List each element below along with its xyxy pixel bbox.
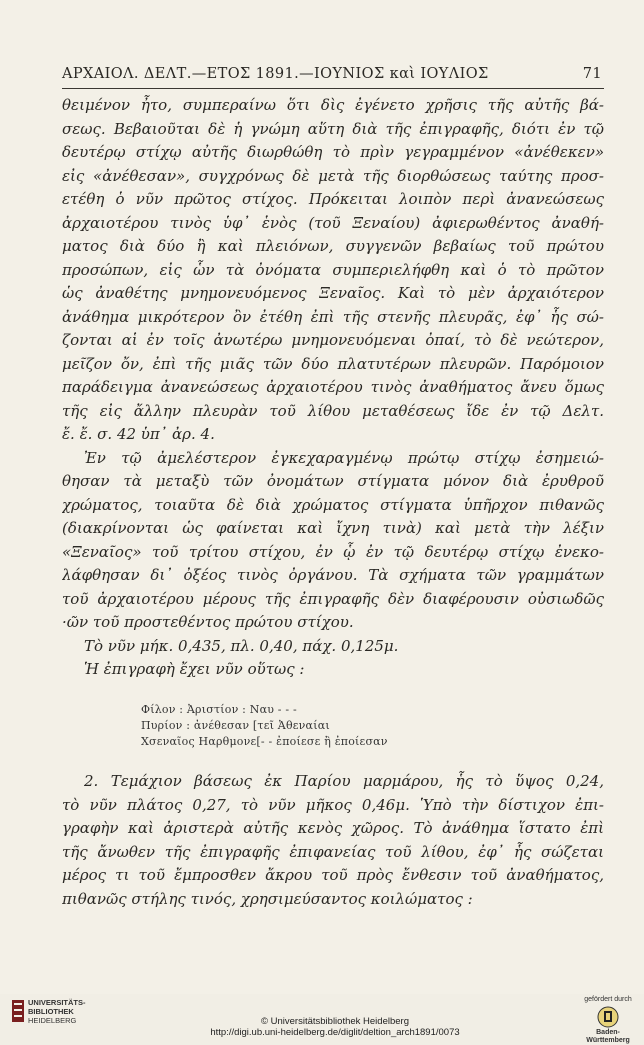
body-line: Ἡ ἐπιγραφὴ ἔχει νῦν οὕτως : [84, 660, 305, 678]
body-line: ζονται αἱ ἐν τοῖς ἀνωτέρω μνημονευόμεναι ὀπαί, τὸ δὲ νεώτερον, [62, 331, 604, 349]
library-crest-icon [12, 1000, 24, 1022]
body-line: ἀνάθημα μικρότερον ὂν ἐτέθη ἐπὶ τῆς στενῆς πλευρᾶς, ἐφ᾿ ἧς σώ- [62, 307, 604, 326]
permalink-url[interactable]: http://digi.ub.uni-heidelberg.de/diglit/deltion_arch1891/0073 [210, 1027, 460, 1038]
section-2-text [62, 770, 604, 911]
body-line: θειμένον ἦτο, συμπεραίνω ὅτι δὶς ἐγένετο χρῆσις τῆς αὐτῆς βά- [62, 96, 604, 114]
body-line: παράδειγμα ἀνανεώσεως ἀρχαιοτέρου τινὸς ἀναθήματος ἄνευ ὅμως [62, 378, 604, 396]
credits [190, 1016, 480, 1038]
section-2-line: μέρος τι τοῦ ἔμπροσθεν ἄκρου τοῦ πρὸς ἔνθεσιν τοῦ ἀναθήματος, [62, 866, 604, 884]
section-2-line: τὸ νῦν πλάτος 0,27, τὸ νῦν μῆκος 0,46μ. Ὑπὸ τὴν δίστιχον ἐπι- [62, 795, 604, 814]
section-2-line: 2. Τεμάχιον βάσεως ἐκ Παρίου μαρμάρου, ἧς τὸ ὕψος 0,24, [84, 772, 604, 790]
inscription-line: Πυρίον : ἀνέθεσαν [τεῖ Ἀθεναίαι [141, 719, 330, 732]
body-text [62, 94, 604, 682]
sponsor-label: gefördert durch [584, 996, 632, 1003]
section-2-line: πιθανῶς στήλης τινός, χρησιμεύσαντος κοιλώματος : [62, 889, 473, 908]
page-number: 71 [582, 66, 602, 82]
body-line: δευτέρῳ στίχῳ αὐτῆς διωρθώθη τὸ πρὶν γεγραμμένον «ἀνέθεκεν» [62, 143, 604, 161]
body-line: εἰς «ἀνέθεσαν», συγχρόνως δὲ μετὰ τῆς διορθώσεως ταύτης προσ- [62, 166, 604, 185]
body-line: Τὸ νῦν μήκ. 0,435, πλ. 0,40, πάχ. 0,125μ. [84, 636, 399, 655]
body-line: ετέθη ὁ νῦν πρῶτος στίχος. Πρόκειται λοιπὸν περὶ ἀνανεώσεως [62, 190, 604, 208]
body-line: ἔ. ἔ. σ. 42 ὑπ᾿ ἀρ. 4. [62, 425, 215, 443]
running-header [62, 66, 602, 88]
copyright-text: © Universitätsbibliothek Heidelberg [261, 1016, 409, 1027]
body-line: (διακρίνονται ὡς φαίνεται καὶ ἴχνη τινὰ) καὶ μετὰ τὴν λέξιν [62, 519, 604, 537]
body-line: ματος διὰ δύο ἢ καὶ πλειόνων, συγγενῶν βεβαίως τοῦ πρώτου [62, 237, 604, 255]
body-line: ἀρχαιοτέρου τινὸς ὑφ᾿ ἑνὸς (τοῦ Ξεναίου) ἀφιερωθέντος ἀναθή- [62, 213, 604, 232]
body-line: Ἐν τῷ ἀμελέστερον ἐγκεχαραγμένῳ πρώτῳ στίχῳ ἐσημειώ- [84, 448, 604, 467]
body-line: τῆς εἰς ἄλλην πλευρὰν τοῦ λίθου μεταθέσεως ἴδε ἐν τῷ Δελτ. [62, 401, 604, 420]
inscription-block [141, 702, 441, 750]
body-line: ·ῶν τοῦ προστεθέντος πρώτου στίχου. [62, 613, 354, 631]
section-2-line: τῆς ἄνωθεν τῆς ἐπιγραφῆς ἐπιφανείας τοῦ λίθου, ἐφ᾿ ἧς σώζεται [62, 842, 604, 861]
header-rule [62, 88, 604, 89]
body-line: τοῦ ἀρχαιοτέρου μέρους τῆς ἐπιγραφῆς δὲν διαφέρουσιν οὐσιωδῶς [62, 589, 604, 608]
library-name-1: UNIVERSITÄTS- [28, 998, 86, 1007]
library-name-3: HEIDELBERG [28, 1016, 77, 1025]
state-seal-icon [597, 1006, 619, 1028]
body-line: ὡς ἀναθέτης μνημονευόμενος Ξεναῖος. Καὶ τὸ μὲν ἀρχαιότερον [62, 284, 604, 302]
body-line: χρώματος, τοιαῦτα δὲ διὰ χρώματος στίγματα ὑπῆρχον πιθανῶς [62, 495, 604, 514]
body-line: θησαν τὰ μεταξὺ τῶν ὀνομάτων στίγματα μόνον διὰ ἐρυθροῦ [62, 472, 604, 490]
inscription-line: Φίλον : Ἀριστίον : Ναυ - - - [141, 703, 297, 716]
sponsor-block [578, 996, 638, 1045]
footer [0, 994, 644, 1044]
body-line: σεως. Βεβαιοῦται δὲ ἡ γνώμη αὕτη διὰ τῆς ἐπιγραφῆς, διότι ἐν τῷ [62, 119, 604, 138]
section-2-line: γραφὴν καὶ ἀριστερὰ αὐτῆς κενὸς χῶρος. Τὸ ἀνάθημα ἵστατο ἐπὶ [62, 819, 604, 837]
inscription-line: Χσεναῖος Ηαρθμονε[- - ἐποίεσε ἢ ἐποίεσαν [141, 735, 388, 748]
running-title: ΑΡΧΑΙΟΛ. ΔΕΛΤ.—ΕΤΟΣ 1891.—ΙΟΥΝΙΟΣ καὶ ΙΟΥΛΙΟΣ [62, 66, 489, 82]
body-line: προσώπων, εἰς ὧν τὰ ὀνόματα συμπεριελήφθη καὶ ὁ τὸ πρῶτον [62, 260, 604, 279]
body-line: μεῖζον ὄν, ἐπὶ τῆς μιᾶς τῶν δύο πλατυτέρων πλευρῶν. Παρόμοιον [62, 354, 604, 373]
body-line: λάφθησαν δι᾿ ὀξέος τινὸς ὀργάνου. Τὰ σχήματα τῶν γραμμάτων [62, 566, 604, 584]
library-name-2: BIBLIOTHEK [28, 1007, 74, 1016]
sponsor-name: Baden-Württemberg [586, 1029, 630, 1044]
body-line: «Ξεναῖος» τοῦ τρίτου στίχου, ἐν ᾧ ἐν τῷ δευτέρῳ στίχῳ ἐνεκο- [62, 542, 604, 561]
